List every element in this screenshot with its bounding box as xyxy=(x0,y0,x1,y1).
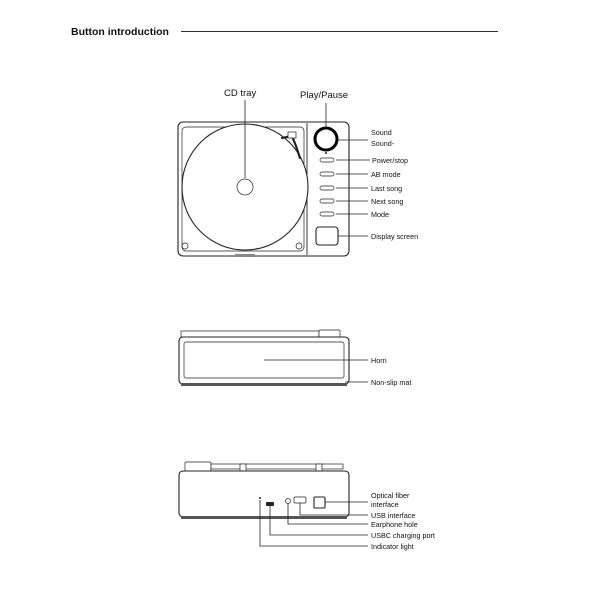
earphone-hole-label: Earphone hole xyxy=(371,520,418,529)
back-lid xyxy=(211,464,343,469)
page-title: Button introduction xyxy=(71,26,169,38)
sound-plus-label: Sound xyxy=(371,128,392,137)
back-mat xyxy=(181,516,347,519)
display-screen-label: Display screen xyxy=(371,232,419,241)
optical-fiber-label-1: Optical fiber xyxy=(371,491,410,500)
top-view xyxy=(178,88,418,257)
back-knob xyxy=(185,462,211,471)
last-song-button[interactable] xyxy=(320,186,334,190)
sound-minus-label: Sound- xyxy=(371,139,395,148)
power-stop-label: Power/stop xyxy=(372,156,408,165)
side-view xyxy=(179,330,411,387)
horn-label: Horn xyxy=(371,356,387,365)
non-slip-mat-label: Non-slip mat xyxy=(371,378,412,387)
corner-screw-left xyxy=(182,243,188,249)
tray-notch xyxy=(235,254,255,257)
knob-indicator-dot xyxy=(325,152,327,154)
mode-button[interactable] xyxy=(320,212,334,216)
play-pause-label: Play/Pause xyxy=(300,90,349,101)
indicator-light-label: Indicator light xyxy=(371,542,414,551)
display-screen xyxy=(316,227,338,245)
mode-label: Mode xyxy=(371,210,389,219)
optical-fiber-label-2: interface xyxy=(371,500,399,509)
ab-mode-button[interactable] xyxy=(320,172,334,176)
last-song-label: Last song xyxy=(371,184,403,193)
tonearm-head xyxy=(288,132,296,138)
cd-tray-label: CD tray xyxy=(224,88,257,99)
next-song-button[interactable] xyxy=(320,199,334,203)
indicator-light xyxy=(259,497,261,499)
non-slip-mat xyxy=(181,383,347,386)
side-top-lid xyxy=(181,331,319,337)
ab-mode-label: AB mode xyxy=(371,170,401,179)
usb-interface-label: USB interface xyxy=(371,511,416,520)
optical-port xyxy=(314,497,325,508)
back-view xyxy=(179,462,435,551)
usbc-port-label: USBC charging port xyxy=(371,531,435,540)
play-pause-knob[interactable] xyxy=(315,128,337,150)
power-stop-button[interactable] xyxy=(320,158,334,162)
usb-port xyxy=(294,497,306,503)
corner-screw-right xyxy=(296,243,302,249)
usbc-port xyxy=(266,502,274,506)
earphone-hole xyxy=(286,499,291,504)
cd-spindle xyxy=(237,179,253,195)
next-song-label: Next song xyxy=(371,197,404,206)
back-body xyxy=(179,471,349,517)
